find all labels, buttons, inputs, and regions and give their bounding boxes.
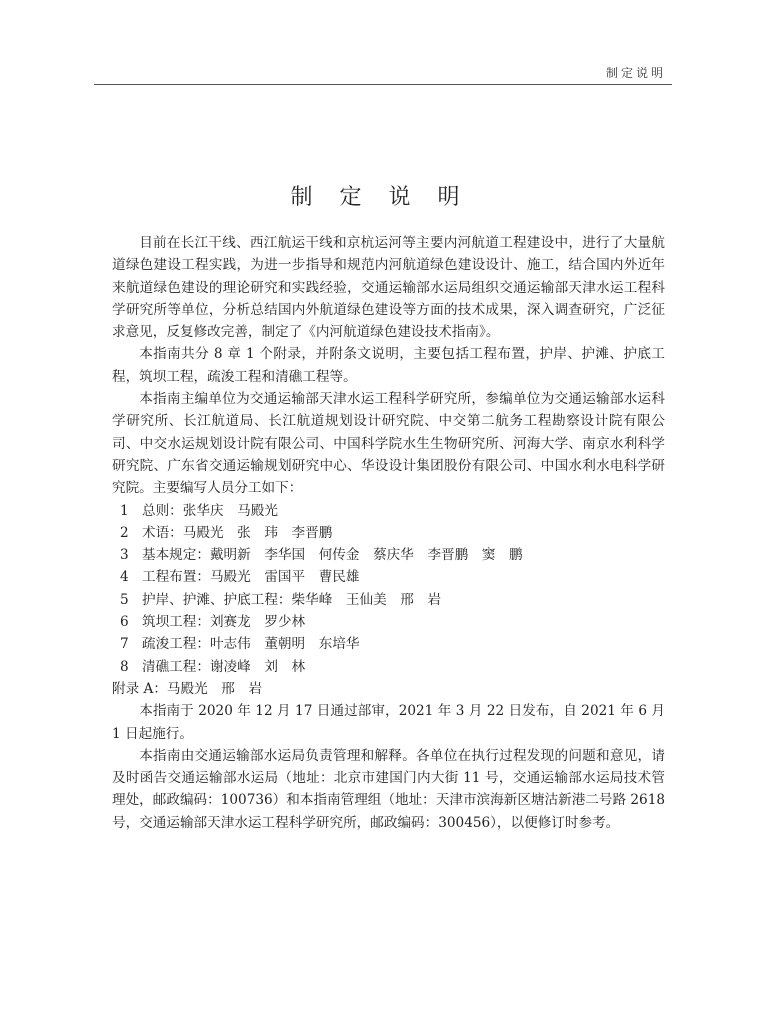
list-item-text: 基本规定：戴明新 李华国 何传金 蔡庆华 李晋鹏 窦 鹏: [142, 547, 523, 564]
editors-paragraph: 本指南主编单位为交通运输部天津水运工程科学研究所，参编单位为交通运输部水运科学研究所、长江航道局、长江航道规划设计研究院、中交第二航务工程勘察设计院有限公司、中交水运规划设计院有限公司、中国科学院水生生物研究所、河海大学、南京水利科学研究院、广东省交通运输规划研究中心、华设设计集团股份有限公司、中国水利水电科学研究院。主要编写人员分工如下：: [112, 391, 665, 497]
list-item-text: 清礁工程：谢凌峰 刘 林: [142, 658, 306, 675]
list-item: [112, 633, 665, 655]
list-item: [112, 522, 665, 544]
list-item-number: 3: [120, 547, 129, 564]
effective-date-paragraph: 本指南于 2020 年 12 月 17 日通过部审，2021 年 3 月 22 日发布，自 2021 年 6 月 1 日起施行。: [112, 703, 665, 742]
list-item-text: 筑坝工程：刘赛龙 罗少林: [142, 614, 306, 631]
appendix-line: 附录 A：马殿光 邢 岩: [112, 680, 263, 697]
list-item-number: 4: [120, 569, 129, 586]
list-item: [112, 544, 665, 566]
list-item: [112, 500, 665, 522]
list-item: [112, 656, 665, 678]
list-item-text: 护岸、护滩、护底工程：柴华峰 王仙美 邢 岩: [142, 591, 442, 608]
list-item-number: 5: [120, 591, 129, 608]
header-rule: [94, 84, 672, 85]
contact-paragraph: 本指南由交通运输部水运局负责管理和解释。各单位在执行过程发现的问题和意见，请及时函告交通运输部水运局（地址：北京市建国门内大街 11 号，交通运输部水运局技术管理处，邮政编码：100736）和本指南管理组（地址：天津市滨海新区塘沽新港二号路 2618 号，交通运输部天津水运工程科学研究所，邮政编码：300456），以便修订时参考。: [112, 747, 665, 831]
page-title: 制 定 说 明: [290, 185, 470, 210]
list-item: [112, 589, 665, 611]
intro-paragraph: 目前在长江干线、西江航运干线和京杭运河等主要内河航道工程建设中，进行了大量航道绿色建设工程实践，为进一步指导和规范内河航道绿色建设设计、施工，结合国内外近年来航道绿色建设的理论研究和实践经验，交通运输部水运局组织交通运输部天津水运工程科学研究所等单位，分析总结国内外航道绿色建设等方面的技术成果，深入调查研究，广泛征求意见，反复修改完善，制定了《内河航道绿色建设技术指南》。: [112, 235, 665, 341]
body-text: [112, 232, 665, 834]
list-item-text: 总则：张华庆 马殿光: [142, 502, 278, 519]
list-item-number: 7: [120, 636, 129, 653]
list-item: [112, 611, 665, 633]
list-item: [112, 566, 665, 588]
list-item-number: 2: [120, 524, 129, 541]
list-item-number: 6: [120, 614, 129, 631]
structure-paragraph: 本指南共分 8 章 1 个附录，并附条文说明，主要包括工程布置，护岸、护滩、护底工程，筑坝工程，疏浚工程和清礁工程等。: [112, 346, 665, 385]
author-list: [112, 500, 665, 678]
list-item-number: 1: [120, 502, 129, 519]
list-item-number: 8: [120, 658, 129, 675]
list-item-text: 疏浚工程：叶志伟 董朝明 东培华: [142, 636, 360, 653]
list-item-text: 术语：马殿光 张 玮 李晋鹏: [142, 524, 333, 541]
running-header: 制定说明: [605, 66, 666, 80]
list-item-text: 工程布置：马殿光 雷国平 曹民雄: [142, 569, 360, 586]
